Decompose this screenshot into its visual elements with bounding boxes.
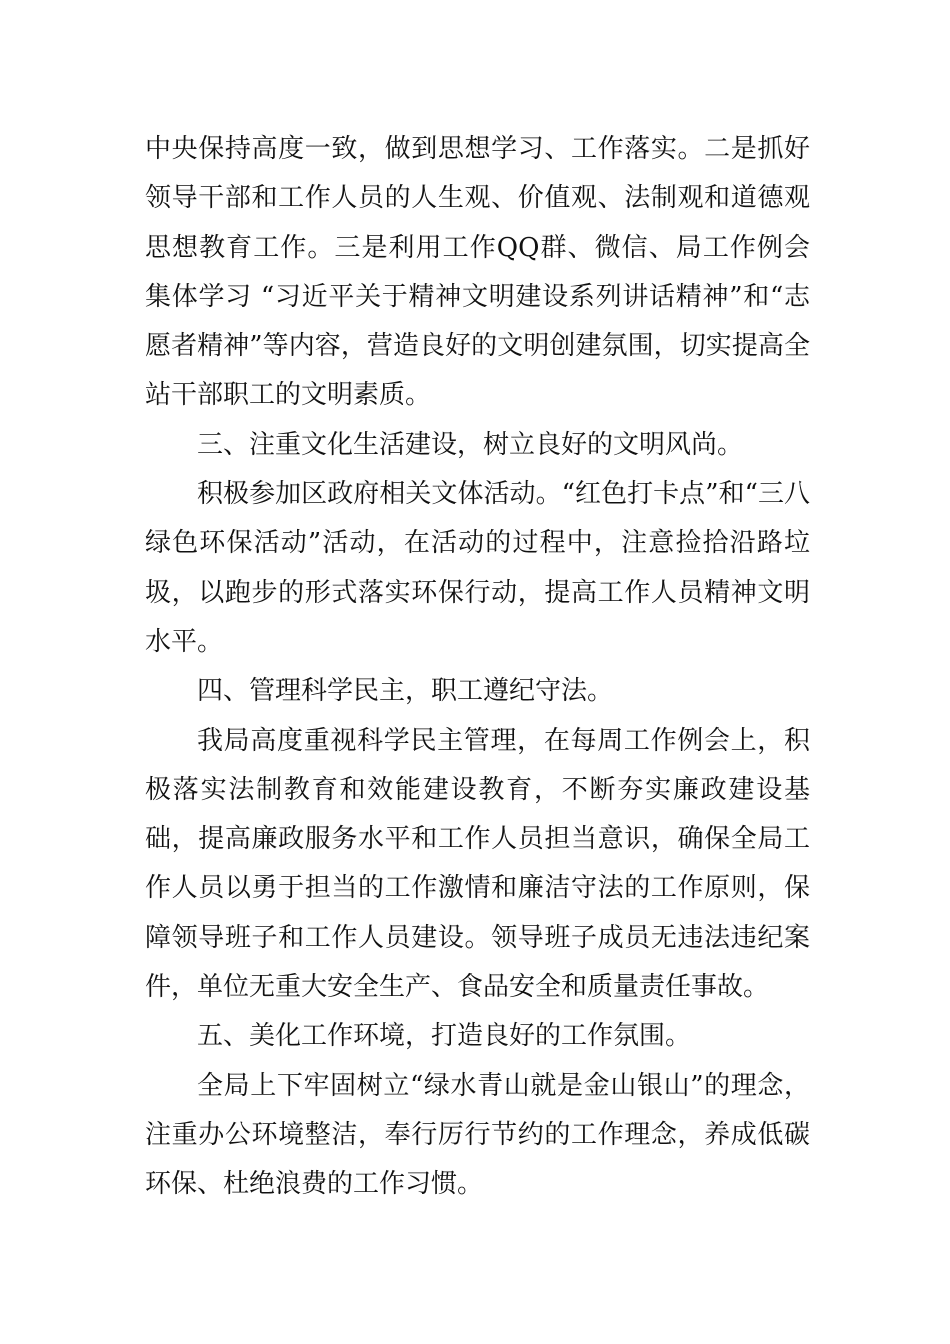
section-heading-4: 四、管理科学民主，职工遵纪守法。 [197,676,614,707]
paragraph-environment: 全局上下牢固树立“绿水青山就是金山银山”的理念，注重办公环境整洁，奉行厉行节约的工作理念，养成低碳环保、杜绝浪费的工作习惯。 [145,1070,810,1200]
document-body [145,125,810,1210]
paragraph-cultural-activities: 积极参加区政府相关文体活动。“红色打卡点”和“三八绿色环保活动”活动，在活动的过程中，注意捡拾沿路垃圾，以跑步的形式落实环保行动，提高工作人员精神文明水平。 [145,479,810,657]
section-heading-3: 三、注重文化生活建设，树立良好的文明风尚。 [197,429,744,460]
paragraph-continuation: 中央保持高度一致，做到思想学习、工作落实。二是抓好领导干部和工作人员的人生观、价值观、法制观和道德观思想教育工作。三是利用工作QQ群、微信、局工作例会集体学习 “习近平关于精神文明建设系列讲话精神”和“志愿者精神”等内容，营造良好的文明创建氛围，切实提高全站干部职工的文明素质。 [145,134,810,411]
paragraph-management: 我局高度重视科学民主管理，在每周工作例会上，积极落实法制教育和效能建设教育，不断夯实廉政建设基础，提高廉政服务水平和工作人员担当意识，确保全局工作人员以勇于担当的工作激情和廉洁守法的工作原则，保障领导班子和工作人员建设。领导班子成员无违法违纪案件，单位无重大安全生产、食品安全和质量责任事故。 [145,725,810,1003]
section-heading-5: 五、美化工作环境，打造良好的工作氛围。 [197,1021,692,1052]
